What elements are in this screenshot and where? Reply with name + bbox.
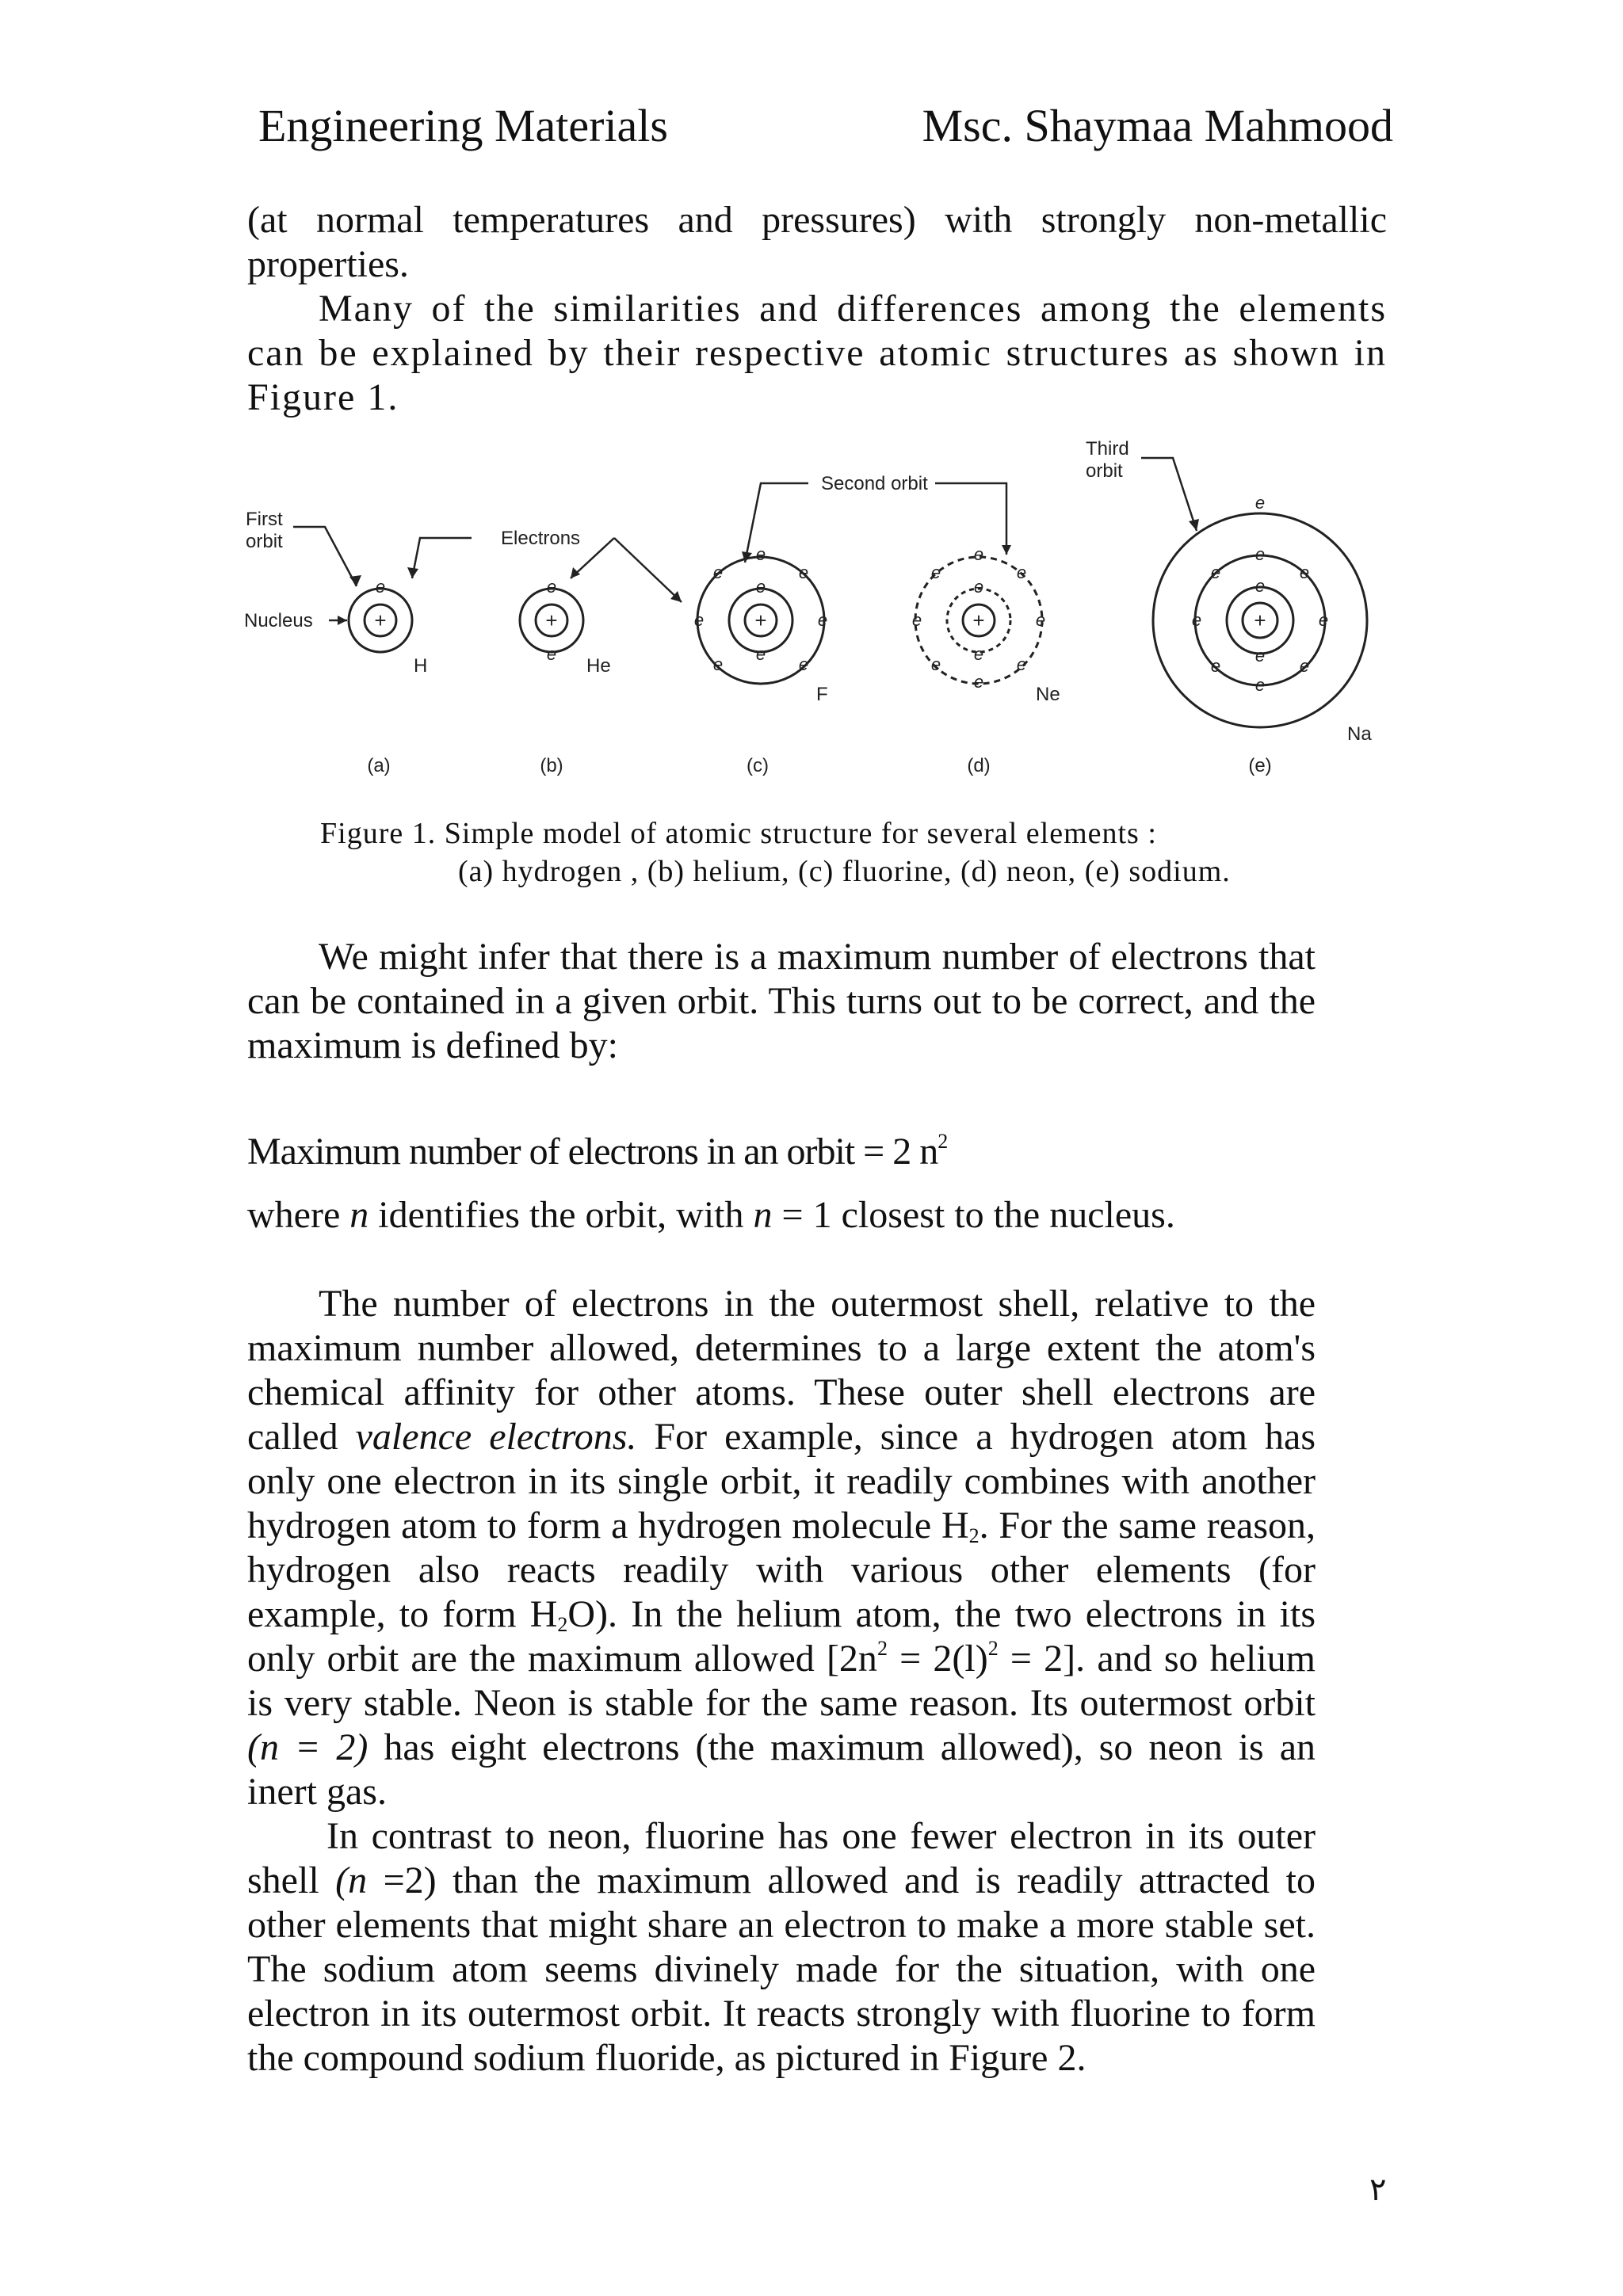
atomic-structure-figure xyxy=(238,436,1411,800)
third-orbit-label-2: orbit xyxy=(1086,460,1123,482)
element-ne: Ne xyxy=(1036,684,1060,705)
equation-exponent: 2 xyxy=(938,1130,948,1153)
figure-caption-line2: (a) hydrogen , (b) helium, (c) fluorine, (d) neon, (e) sodium. xyxy=(458,855,1231,888)
electron: e xyxy=(375,577,386,597)
text-run: The number of electrons in the outermost shell, relative to the maximum number allowed, determines to a large extent the atom's chemical affinity for other atoms. These outer shell electrons are called xyxy=(247,1283,1316,1458)
electron: e xyxy=(1299,563,1310,582)
electron: e xyxy=(1254,675,1266,695)
electron: e xyxy=(973,577,984,597)
second-orbit-label: Second orbit xyxy=(821,473,928,494)
element-f: F xyxy=(816,684,828,705)
page-number: ٢ xyxy=(1369,2172,1387,2207)
electron: e xyxy=(1254,544,1266,564)
text-run: = 2]. and so helium is very stable. Neon is stable for the same reason. Its outermost orbit xyxy=(247,1638,1316,1724)
subscript: 2 xyxy=(557,1613,568,1636)
electrons-pointer-f xyxy=(614,538,682,602)
panel-a: (a) xyxy=(367,755,391,776)
where-text: identifies the orbit, with xyxy=(369,1194,754,1236)
first-orbit-pointer xyxy=(293,527,357,586)
plus-he: + xyxy=(545,608,558,632)
header-author: Msc. Shaymaa Mahmood xyxy=(922,100,1393,151)
superscript: 2 xyxy=(987,1637,999,1660)
header-title: Engineering Materials xyxy=(258,100,668,151)
electron: e xyxy=(911,610,922,630)
second-orbit-pointer-ne xyxy=(935,483,1006,555)
electron: e xyxy=(693,610,705,630)
electron: e xyxy=(930,654,941,674)
intro-paragraph: Many of the similarities and differences among the elements can be explained by their respective atomic structures as shown in Figure 1. xyxy=(247,288,1387,418)
electrons-pointer-h xyxy=(412,538,472,578)
electron: e xyxy=(1254,493,1266,513)
second-orbit-pointer-f xyxy=(745,483,808,563)
paragraph-max-electrons xyxy=(247,935,1316,1068)
electrons-label: Electrons xyxy=(501,528,581,549)
intro-block xyxy=(247,198,1387,420)
electron: e xyxy=(1016,654,1027,674)
where-text: = 1 closest to the nucleus. xyxy=(772,1194,1175,1236)
plus-h: + xyxy=(374,608,387,632)
electron: e xyxy=(1191,610,1202,630)
electron: e xyxy=(973,644,984,664)
electron: e xyxy=(1318,610,1329,630)
var-n: (n xyxy=(335,1859,368,1901)
electron: e xyxy=(1254,576,1266,596)
electron: e xyxy=(712,563,724,582)
electron: e xyxy=(1299,656,1310,676)
electron: e xyxy=(712,654,724,674)
panel-d: (d) xyxy=(967,755,991,776)
paragraph-text xyxy=(247,1282,1316,1814)
electron: e xyxy=(973,544,984,564)
electron: e xyxy=(1254,646,1266,666)
text-run: In contrast to neon, fluorine has one fewer electron in its outer shell xyxy=(247,1815,1316,1901)
text-run: =2) than the maximum allowed and is readily attracted to other elements that might share an electron to make a more stable set. The sodium atom seems divinely made for the situation, with one electron in its outermost orbit. It reacts strongly with fluorine to form the compound sodium fluoride, as pictured in Figure 2. xyxy=(247,1859,1316,2079)
arrowhead xyxy=(571,567,580,578)
electron: e xyxy=(973,672,984,692)
electron: e xyxy=(755,644,766,664)
element-na: Na xyxy=(1347,723,1372,745)
text-run: = 2(l) xyxy=(887,1638,988,1680)
intro-line: (at normal temperatures and pressures) with strongly non-metallic properties. xyxy=(247,199,1387,285)
arrowhead xyxy=(407,567,418,578)
where-line xyxy=(247,1193,1387,1238)
electron: e xyxy=(817,610,828,630)
arrowhead xyxy=(338,616,347,625)
arrowhead xyxy=(349,575,361,586)
third-orbit-pointer xyxy=(1141,458,1197,531)
electron: e xyxy=(798,563,809,582)
n-equation: (n = 2) xyxy=(247,1726,369,1768)
plus-ne: + xyxy=(972,608,985,632)
figure-caption-line1: Figure 1. Simple model of atomic structure for several elements : xyxy=(320,817,1157,850)
electron: e xyxy=(930,563,941,582)
element-h: H xyxy=(414,655,428,677)
first-orbit-label-2: orbit xyxy=(246,531,283,552)
electron: e xyxy=(1210,563,1221,582)
text-run: has eight electrons (the maximum allowed), so neon is an inert gas. xyxy=(247,1726,1316,1813)
var-n: n xyxy=(753,1194,773,1236)
paragraph-text xyxy=(247,1814,1316,2081)
equation-text: Maximum number of electrons in an orbit = 2 n xyxy=(247,1131,938,1173)
arrowhead xyxy=(1189,519,1199,531)
first-orbit-label-1: First xyxy=(246,509,283,530)
electron: e xyxy=(798,654,809,674)
paragraph-valence xyxy=(247,1282,1316,2081)
equation xyxy=(247,1130,947,1173)
electron: e xyxy=(546,644,557,664)
nucleus-label: Nucleus xyxy=(244,610,313,631)
third-orbit-label-1: Third xyxy=(1086,438,1129,460)
plus-na: + xyxy=(1254,608,1266,632)
panel-b: (b) xyxy=(540,755,563,776)
subscript: 2 xyxy=(968,1524,980,1547)
electron: e xyxy=(755,577,766,597)
text-run: For example, since a hydrogen atom has only one electron in its single orbit, it readily combines with another hydrogen atom to form a hydrogen molecule H xyxy=(247,1416,1316,1547)
where-text: where xyxy=(247,1194,350,1236)
electron: e xyxy=(1210,656,1221,676)
plus-f: + xyxy=(754,608,767,632)
panel-e: (e) xyxy=(1248,755,1272,776)
electron: e xyxy=(546,577,557,597)
superscript: 2 xyxy=(876,1637,888,1660)
electron: e xyxy=(1016,563,1027,582)
electron: e xyxy=(755,544,766,564)
var-n: n xyxy=(349,1194,369,1236)
valence-term: valence electrons. xyxy=(355,1416,637,1458)
arrowhead xyxy=(1002,545,1011,555)
paragraph-text: We might infer that there is a maximum number of electrons that can be contained in a given orbit. This turns out to be correct, and the maximum is defined by: xyxy=(247,936,1316,1066)
text-run: . For the same reason, hydrogen also reacts readily with various other elements (for example, to form H xyxy=(247,1505,1316,1635)
panel-c: (c) xyxy=(747,755,769,776)
electron: e xyxy=(1035,610,1046,630)
text-run: O). In the helium atom, the two electrons in its only orbit are the maximum allowed [2n xyxy=(247,1593,1316,1680)
element-he: He xyxy=(586,655,611,677)
